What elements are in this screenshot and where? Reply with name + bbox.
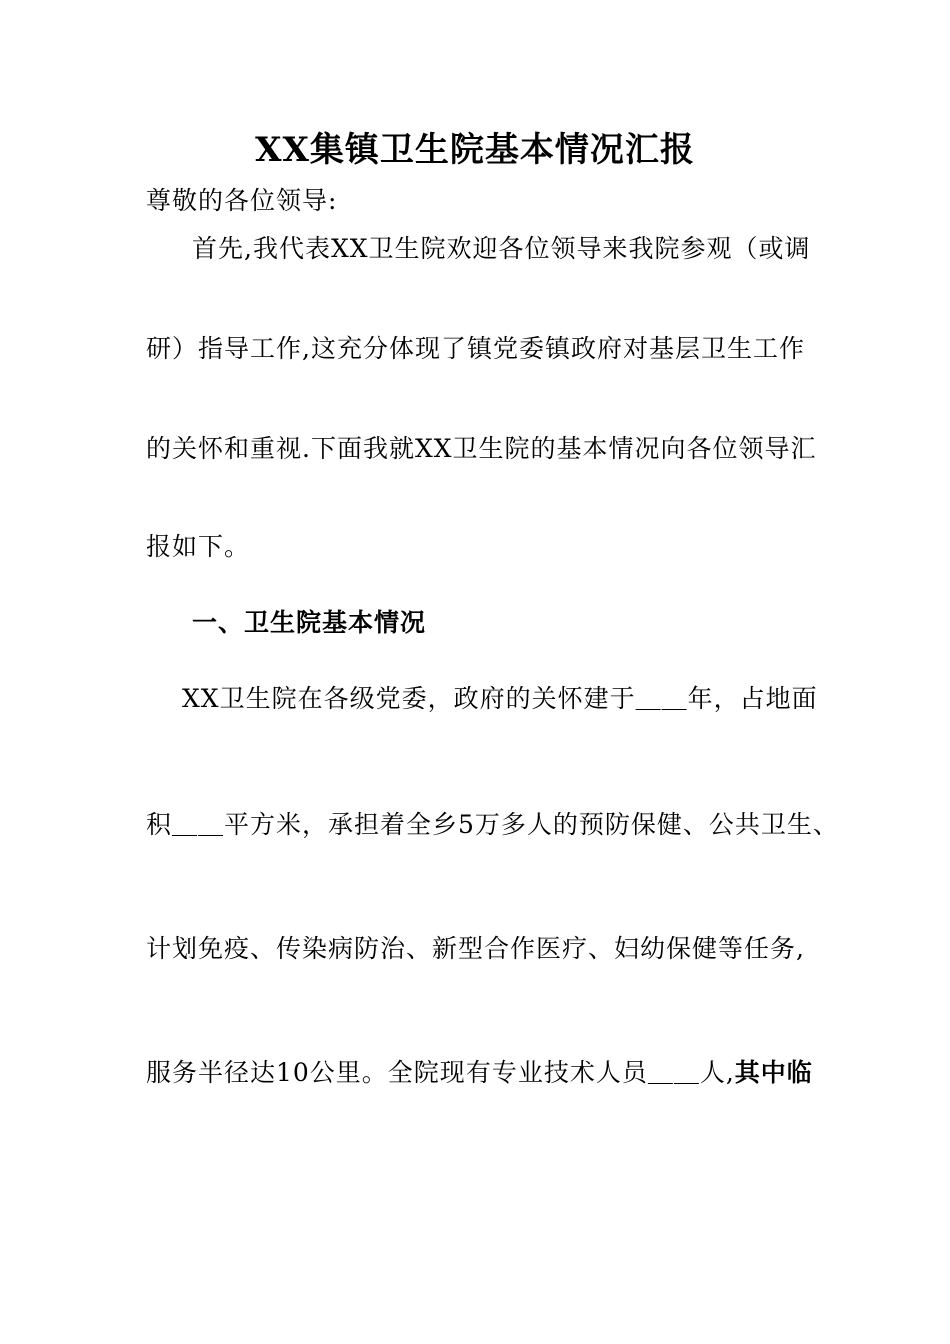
document-title: XX集镇卫生院基本情况汇报	[255, 130, 695, 170]
body-line-4	[146, 1056, 826, 1090]
intro-line-3: 的关怀和重视.下面我就XX卫生院的基本情况向各位领导汇	[146, 434, 817, 463]
body-line-4-text: 服务半径达10公里。全院现有专业技术人员＿＿人,	[146, 1058, 735, 1087]
body-line-4-bold-tail: 其中临	[734, 1058, 813, 1087]
intro-line-4: 报如下。	[146, 532, 251, 561]
body-line-3: 计划免疫、传染病防治、新型合作医疗、妇幼保健等任务,	[146, 934, 805, 963]
salutation: 尊敬的各位领导:	[146, 186, 338, 215]
body-line-1: XX卫生院在各级党委，政府的关怀建于＿＿年，占地面	[182, 684, 818, 713]
intro-line-2: 研）指导工作,这充分体现了镇党委镇政府对基层卫生工作	[146, 334, 805, 363]
intro-line-1: 首先,我代表XX卫生院欢迎各位领导来我院参观（或调	[192, 234, 811, 263]
section-heading: 一、卫生院基本情况	[192, 608, 427, 637]
body-line-2: 积＿＿平方米，承担着全乡5万多人的预防保健、公共卫生、	[146, 810, 839, 839]
